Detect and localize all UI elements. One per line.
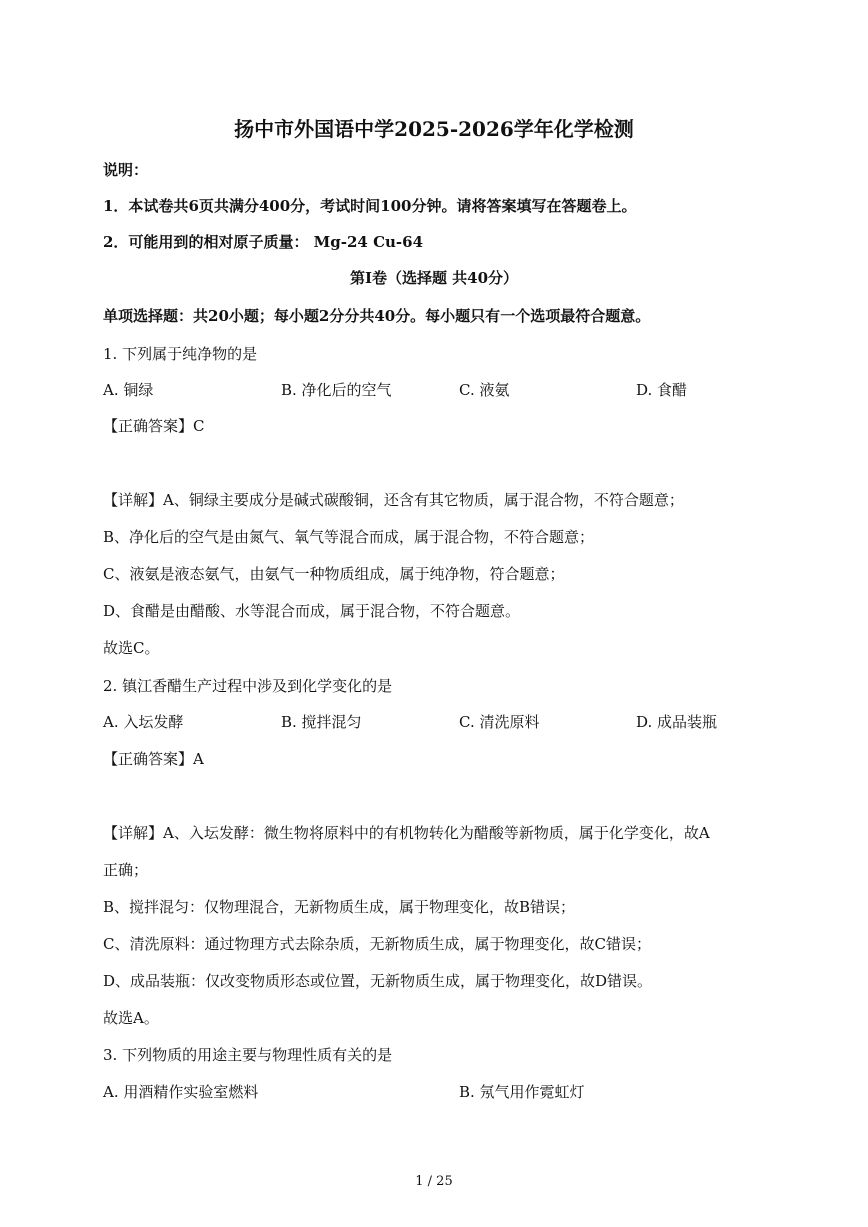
question-2-explanation-5: D、成品装瓶：仅改变物质形态或位置，无新物质生成，属于物理变化，故D错误。 [103, 972, 653, 990]
section-title: 第I卷（选择题 共40分） [349, 269, 519, 287]
note-1: 1．本试卷共6页共满分400分，考试时间100分钟。请将答案填写在答题卷上。 [103, 197, 637, 215]
question-2-stem: 2. 镇江香醋生产过程中涉及到化学变化的是 [103, 677, 393, 695]
question-3-option-b: B. 氖气用作霓虹灯 [459, 1083, 585, 1101]
question-2-conclusion: 故选A。 [103, 1009, 159, 1027]
notes-heading: 说明： [103, 161, 149, 179]
question-1-explanation-1: 【详解】A、铜绿主要成分是碱式碳酸铜，还含有其它物质，属于混合物，不符合题意； [103, 491, 684, 509]
question-3-stem: 3. 下列物质的用途主要与物理性质有关的是 [103, 1046, 393, 1064]
question-2-explanation-2: 正确； [103, 861, 149, 879]
question-2-option-a: A. 入坛发酵 [103, 713, 184, 731]
question-1-answer: 【正确答案】C [103, 417, 205, 435]
question-2-option-b: B. 搅拌混匀 [281, 713, 362, 731]
question-1-explanation-3: C、液氨是液态氨气，由氨气一种物质组成，属于纯净物，符合题意； [103, 565, 565, 583]
question-1-option-b: B. 净化后的空气 [281, 381, 392, 399]
note-2: 2．可能用到的相对原子质量： Mg-24 Cu-64 [103, 233, 424, 251]
question-1-option-d: D. 食醋 [636, 381, 688, 399]
section-instructions: 单项选择题：共20小题；每小题2分分共40分。每小题只有一个选项最符合题意。 [103, 307, 651, 325]
question-2-explanation-3: B、搅拌混匀：仅物理混合，无新物质生成，属于物理变化，故B错误； [103, 898, 576, 916]
question-1-explanation-2: B、净化后的空气是由氮气、氧气等混合而成，属于混合物，不符合题意； [103, 528, 595, 546]
question-1-explanation-4: D、食醋是由醋酸、水等混合而成，属于混合物，不符合题意。 [103, 602, 521, 620]
question-1-option-a: A. 铜绿 [103, 381, 154, 399]
question-3-option-a: A. 用酒精作实验室燃料 [103, 1083, 259, 1101]
question-2-answer: 【正确答案】A [103, 750, 204, 768]
question-2-explanation-4: C、清洗原料：通过物理方式去除杂质，无新物质生成，属于物理变化，故C错误； [103, 935, 651, 953]
question-2-option-c: C. 清洗原料 [459, 713, 540, 731]
question-2-explanation-1: 【详解】A、入坛发酵：微生物将原料中的有机物转化为醋酸等新物质，属于化学变化，故A [103, 824, 710, 842]
question-1-option-c: C. 液氨 [459, 381, 510, 399]
question-2-option-d: D. 成品装瓶 [636, 713, 718, 731]
page-title: 扬中市外国语中学2025-2026学年化学检测 [234, 117, 634, 141]
question-1-conclusion: 故选C。 [103, 639, 160, 657]
page-number: 1 / 25 [415, 1174, 453, 1189]
question-1-stem: 1. 下列属于纯净物的是 [103, 345, 258, 363]
